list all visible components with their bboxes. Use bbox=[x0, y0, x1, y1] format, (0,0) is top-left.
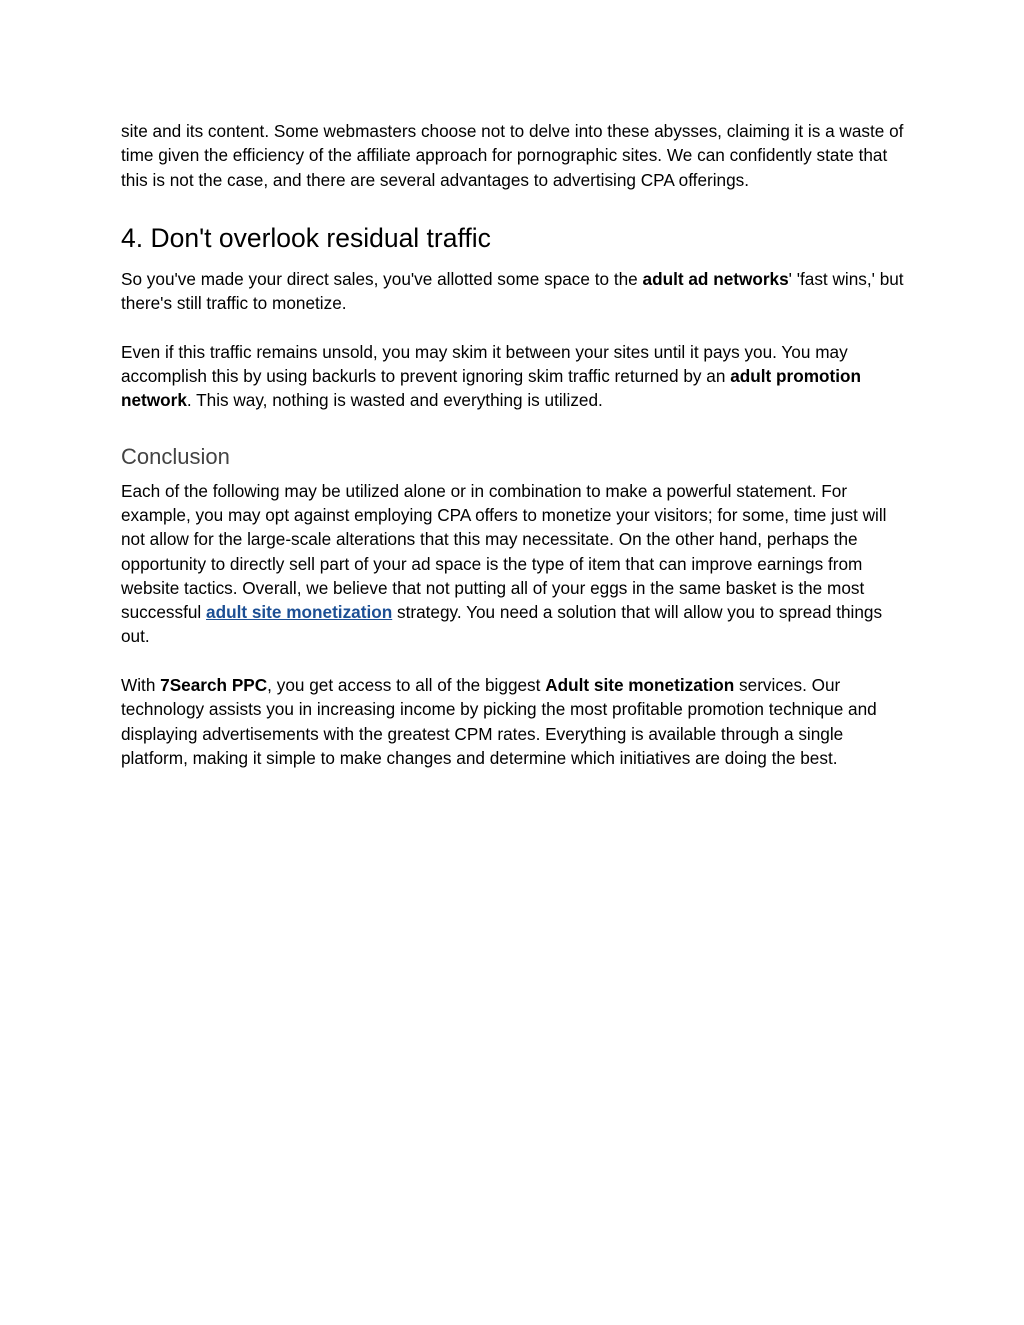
bold-phrase-adult-site-monetization: Adult site monetization bbox=[545, 675, 735, 696]
text-run: services. Our technology assists you in increasing income by picking the most profitable promotion technique and displaying advertisements with the greatest CPM rates. Everything is available through a single platform, making it simple to make changes and determine which initiatives are doing the best. bbox=[121, 675, 877, 768]
conclusion-paragraph-1 bbox=[121, 479, 911, 649]
residual-traffic-paragraph-1 bbox=[121, 267, 911, 316]
text-run: Each of the following may be utilized alone or in combination to make a powerful statement. For example, you may opt against employing CPA offers to monetize your visitors; for some, time just will not allow for the large-scale alterations that this may necessitate. On the other hand, perhaps the opportunity to directly sell part of your ad space is the type of item that can improve earnings from website tactics. Overall, we believe that not putting all of your eggs in the same basket is the most successful bbox=[121, 480, 887, 623]
section-heading-residual-traffic: 4. Don't overlook residual traffic bbox=[121, 222, 491, 253]
text-run: strategy. You need a solution that will allow you to spread things out. bbox=[121, 602, 883, 647]
adult-site-monetization-link[interactable]: adult site monetization bbox=[206, 602, 393, 623]
paragraph-spacer bbox=[121, 315, 911, 339]
text-run: ' 'fast wins,' but there's still traffic to monetize. bbox=[121, 268, 904, 314]
text-run: With bbox=[121, 675, 161, 696]
document-page bbox=[121, 119, 911, 770]
residual-traffic-paragraph-2 bbox=[121, 340, 911, 413]
intro-paragraph: site and its content. Some webmasters choose not to delve into these abysses, claiming it is a waste of time given the efficiency of the affiliate approach for pornographic sites. We can confidently state that this is not the case, and there are several advantages to advertising CPA offerings. bbox=[121, 121, 904, 190]
bold-phrase-7search-ppc: 7Search PPC bbox=[160, 675, 268, 696]
paragraph-spacer bbox=[121, 649, 911, 673]
text-run: . This way, nothing is wasted and everything is utilized. bbox=[186, 390, 603, 411]
conclusion-paragraph-2 bbox=[121, 673, 911, 770]
text-run: Even if this traffic remains unsold, you may skim it between your sites until it pays you. You may accomplish this by using backurls to prevent ignoring skim traffic returned by an bbox=[121, 341, 848, 387]
text-run: , you get access to all of the biggest bbox=[267, 675, 546, 696]
bold-phrase-adult-ad-networks: adult ad networks bbox=[642, 268, 789, 289]
text-run: So you've made your direct sales, you've allotted some space to the bbox=[121, 268, 643, 289]
conclusion-heading: Conclusion bbox=[121, 443, 230, 469]
bold-phrase-adult-promotion-network: adult promotion network bbox=[121, 366, 861, 411]
